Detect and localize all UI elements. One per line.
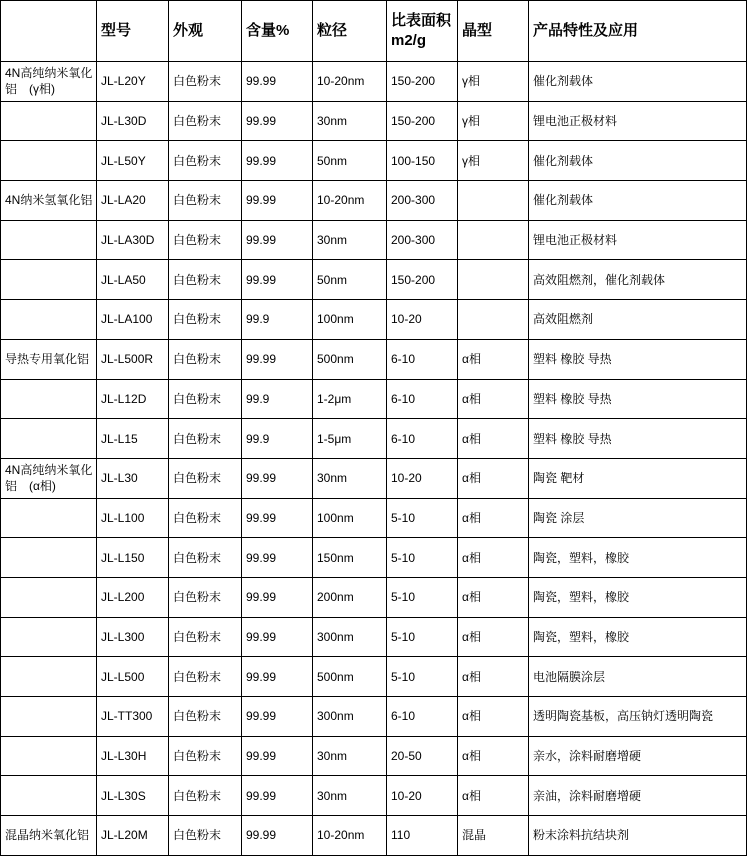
header-cell-category [1, 1, 97, 62]
cell-application: 电池隔膜涂层 [529, 657, 747, 697]
cell-size: 150nm [313, 538, 387, 578]
cell-appearance: 白色粉末 [169, 300, 242, 340]
cell-application: 粉末涂料抗结块剂 [529, 816, 747, 856]
cell-surface: 6-10 [387, 697, 458, 737]
cell-model: JL-LA20 [97, 181, 169, 221]
cell-surface: 5-10 [387, 617, 458, 657]
cell-application: 陶瓷，塑料，橡胶 [529, 617, 747, 657]
cell-size: 30nm [313, 101, 387, 141]
cell-category: 4N高纯纳米氧化铝 (α相) [1, 458, 97, 498]
cell-application: 塑料 橡胶 导热 [529, 339, 747, 379]
header-row [1, 1, 747, 62]
table-row [1, 379, 747, 419]
cell-crystal [458, 300, 529, 340]
cell-category [1, 498, 97, 538]
table-row [1, 657, 747, 697]
cell-size: 500nm [313, 339, 387, 379]
header-cell-appearance: 外观 [169, 1, 242, 62]
cell-model: JL-L30H [97, 736, 169, 776]
cell-size: 10-20nm [313, 181, 387, 221]
cell-application: 高效阻燃剂 [529, 300, 747, 340]
cell-crystal: 混晶 [458, 816, 529, 856]
cell-appearance: 白色粉末 [169, 181, 242, 221]
cell-content: 99.99 [242, 697, 313, 737]
cell-category [1, 141, 97, 181]
cell-size: 100nm [313, 498, 387, 538]
cell-crystal: γ相 [458, 141, 529, 181]
cell-application: 陶瓷，塑料，橡胶 [529, 538, 747, 578]
cell-surface: 20-50 [387, 736, 458, 776]
table-row [1, 617, 747, 657]
cell-model: JL-L30D [97, 101, 169, 141]
cell-crystal: α相 [458, 776, 529, 816]
cell-content: 99.99 [242, 101, 313, 141]
cell-surface: 5-10 [387, 657, 458, 697]
cell-surface: 5-10 [387, 577, 458, 617]
cell-category [1, 220, 97, 260]
cell-appearance: 白色粉末 [169, 62, 242, 102]
cell-category: 4N高纯纳米氧化铝 (γ相) [1, 62, 97, 102]
cell-model: JL-TT300 [97, 697, 169, 737]
cell-content: 99.99 [242, 181, 313, 221]
cell-content: 99.99 [242, 458, 313, 498]
cell-appearance: 白色粉末 [169, 379, 242, 419]
cell-size: 30nm [313, 458, 387, 498]
cell-crystal: α相 [458, 617, 529, 657]
cell-size: 100nm [313, 300, 387, 340]
cell-application: 锂电池正极材料 [529, 101, 747, 141]
table-row [1, 816, 747, 856]
cell-surface: 150-200 [387, 260, 458, 300]
cell-category: 4N纳米氢氧化铝 [1, 181, 97, 221]
cell-category [1, 419, 97, 459]
table-row [1, 300, 747, 340]
cell-content: 99.99 [242, 538, 313, 578]
cell-model: JL-LA30D [97, 220, 169, 260]
cell-content: 99.99 [242, 62, 313, 102]
cell-category [1, 538, 97, 578]
cell-appearance: 白色粉末 [169, 339, 242, 379]
cell-appearance: 白色粉末 [169, 657, 242, 697]
table-row [1, 339, 747, 379]
cell-model: JL-L12D [97, 379, 169, 419]
cell-surface: 110 [387, 816, 458, 856]
cell-appearance: 白色粉末 [169, 776, 242, 816]
cell-application: 塑料 橡胶 导热 [529, 419, 747, 459]
cell-crystal [458, 260, 529, 300]
table-row [1, 458, 747, 498]
cell-appearance: 白色粉末 [169, 617, 242, 657]
cell-crystal: α相 [458, 379, 529, 419]
cell-application: 亲油，涂料耐磨增硬 [529, 776, 747, 816]
cell-size: 30nm [313, 736, 387, 776]
cell-surface: 150-200 [387, 101, 458, 141]
cell-application: 催化剂载体 [529, 62, 747, 102]
cell-category: 混晶纳米氧化铝 [1, 816, 97, 856]
cell-crystal: α相 [458, 736, 529, 776]
cell-content: 99.9 [242, 379, 313, 419]
header-cell-content: 含量% [242, 1, 313, 62]
cell-content: 99.99 [242, 736, 313, 776]
cell-category [1, 260, 97, 300]
cell-content: 99.99 [242, 339, 313, 379]
cell-model: JL-L20Y [97, 62, 169, 102]
cell-content: 99.99 [242, 657, 313, 697]
cell-model: JL-L100 [97, 498, 169, 538]
cell-appearance: 白色粉末 [169, 498, 242, 538]
cell-size: 300nm [313, 617, 387, 657]
cell-size: 30nm [313, 776, 387, 816]
table-row [1, 260, 747, 300]
cell-model: JL-L500R [97, 339, 169, 379]
cell-surface: 150-200 [387, 62, 458, 102]
table-row [1, 101, 747, 141]
cell-model: JL-L15 [97, 419, 169, 459]
cell-surface: 6-10 [387, 339, 458, 379]
cell-appearance: 白色粉末 [169, 577, 242, 617]
cell-content: 99.99 [242, 498, 313, 538]
cell-application: 陶瓷 靶材 [529, 458, 747, 498]
cell-crystal [458, 181, 529, 221]
cell-category [1, 776, 97, 816]
cell-surface: 200-300 [387, 181, 458, 221]
table-row [1, 538, 747, 578]
cell-crystal: α相 [458, 339, 529, 379]
cell-category [1, 379, 97, 419]
cell-crystal: α相 [458, 458, 529, 498]
cell-content: 99.99 [242, 617, 313, 657]
table-row [1, 577, 747, 617]
cell-surface: 10-20 [387, 458, 458, 498]
cell-surface: 6-10 [387, 379, 458, 419]
cell-appearance: 白色粉末 [169, 736, 242, 776]
cell-model: JL-L30S [97, 776, 169, 816]
cell-model: JL-LA100 [97, 300, 169, 340]
cell-crystal: α相 [458, 577, 529, 617]
cell-category [1, 300, 97, 340]
cell-surface: 5-10 [387, 498, 458, 538]
cell-crystal: α相 [458, 419, 529, 459]
table-row [1, 776, 747, 816]
cell-category [1, 736, 97, 776]
cell-category [1, 101, 97, 141]
table-body [1, 62, 747, 856]
table-row [1, 697, 747, 737]
cell-model: JL-L30 [97, 458, 169, 498]
cell-crystal: α相 [458, 538, 529, 578]
cell-crystal: γ相 [458, 101, 529, 141]
cell-category [1, 657, 97, 697]
cell-size: 200nm [313, 577, 387, 617]
cell-appearance: 白色粉末 [169, 220, 242, 260]
cell-appearance: 白色粉末 [169, 538, 242, 578]
cell-application: 陶瓷，塑料，橡胶 [529, 577, 747, 617]
table-row [1, 498, 747, 538]
cell-category [1, 617, 97, 657]
cell-content: 99.99 [242, 141, 313, 181]
cell-content: 99.99 [242, 816, 313, 856]
cell-model: JL-L20M [97, 816, 169, 856]
cell-appearance: 白色粉末 [169, 419, 242, 459]
cell-content: 99.99 [242, 577, 313, 617]
cell-model: JL-L50Y [97, 141, 169, 181]
cell-appearance: 白色粉末 [169, 260, 242, 300]
cell-content: 99.99 [242, 220, 313, 260]
cell-application: 透明陶瓷基板，高压钠灯透明陶瓷 [529, 697, 747, 737]
table-row [1, 62, 747, 102]
cell-model: JL-L200 [97, 577, 169, 617]
cell-model: JL-L150 [97, 538, 169, 578]
cell-crystal: γ相 [458, 62, 529, 102]
header-cell-application: 产品特性及应用 [529, 1, 747, 62]
header-cell-surface: 比表面积 m2/g [387, 1, 458, 62]
cell-size: 10-20nm [313, 816, 387, 856]
table-row [1, 181, 747, 221]
cell-surface: 10-20 [387, 300, 458, 340]
cell-surface: 200-300 [387, 220, 458, 260]
cell-category [1, 577, 97, 617]
cell-appearance: 白色粉末 [169, 141, 242, 181]
header-cell-model: 型号 [97, 1, 169, 62]
cell-application: 锂电池正极材料 [529, 220, 747, 260]
cell-crystal: α相 [458, 697, 529, 737]
cell-appearance: 白色粉末 [169, 458, 242, 498]
header-cell-size: 粒径 [313, 1, 387, 62]
cell-model: JL-LA50 [97, 260, 169, 300]
cell-size: 50nm [313, 141, 387, 181]
cell-application: 催化剂载体 [529, 181, 747, 221]
cell-appearance: 白色粉末 [169, 101, 242, 141]
cell-crystal: α相 [458, 498, 529, 538]
cell-surface: 10-20 [387, 776, 458, 816]
table-row [1, 141, 747, 181]
cell-category [1, 697, 97, 737]
cell-application: 亲水，涂料耐磨增硬 [529, 736, 747, 776]
cell-surface: 100-150 [387, 141, 458, 181]
table-row [1, 220, 747, 260]
cell-appearance: 白色粉末 [169, 816, 242, 856]
cell-surface: 6-10 [387, 419, 458, 459]
header-cell-crystal: 晶型 [458, 1, 529, 62]
cell-content: 99.9 [242, 419, 313, 459]
cell-content: 99.99 [242, 776, 313, 816]
cell-application: 塑料 橡胶 导热 [529, 379, 747, 419]
cell-appearance: 白色粉末 [169, 697, 242, 737]
cell-application: 陶瓷 涂层 [529, 498, 747, 538]
cell-size: 10-20nm [313, 62, 387, 102]
cell-size: 1-2μm [313, 379, 387, 419]
cell-surface: 5-10 [387, 538, 458, 578]
cell-category: 导热专用氧化铝 [1, 339, 97, 379]
cell-size: 1-5μm [313, 419, 387, 459]
cell-application: 催化剂载体 [529, 141, 747, 181]
cell-size: 30nm [313, 220, 387, 260]
cell-content: 99.99 [242, 260, 313, 300]
cell-crystal [458, 220, 529, 260]
cell-size: 300nm [313, 697, 387, 737]
cell-model: JL-L500 [97, 657, 169, 697]
cell-content: 99.9 [242, 300, 313, 340]
cell-crystal: α相 [458, 657, 529, 697]
cell-model: JL-L300 [97, 617, 169, 657]
cell-size: 50nm [313, 260, 387, 300]
cell-size: 500nm [313, 657, 387, 697]
table-row [1, 419, 747, 459]
cell-application: 高效阻燃剂，催化剂载体 [529, 260, 747, 300]
table-row [1, 736, 747, 776]
